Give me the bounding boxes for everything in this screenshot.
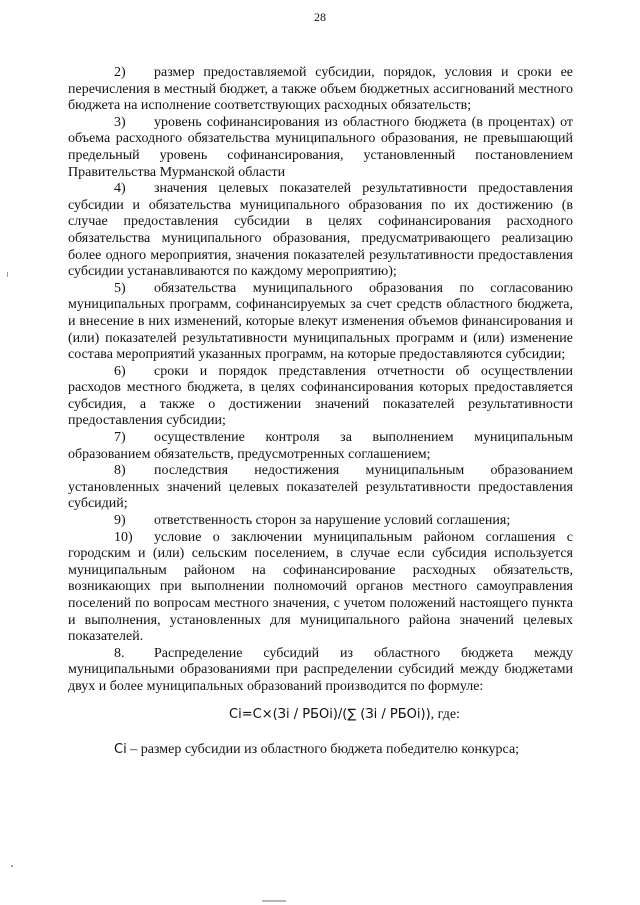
page-number: 28 <box>314 10 326 24</box>
item-text: размер предоставляемой субсидии, порядок, условия и сроки ее перечисления в местный бюджет, а также объем бюджетных ассигнований местного бюджета на исполнение соответствующих расходных обязательств; <box>68 65 573 114</box>
item-number: 5) <box>114 280 126 296</box>
paragraph-item-9 <box>68 513 573 530</box>
scan-speck <box>262 900 286 902</box>
paragraph-item-2 <box>68 65 573 115</box>
item-text: уровень софинансирования из областного бюджета (в процентах) от объема расходного обязательства муниципального образования, не превышающий предельный уровень софинансирования, установленный постановлением Правительства Мурманской области <box>68 114 573 180</box>
item-number: 4) <box>114 181 126 197</box>
item-number: 6) <box>114 363 126 379</box>
definition-text: – размер субсидии из областного бюджета победителю конкурса; <box>126 741 520 757</box>
paragraph-section-8 <box>68 646 573 696</box>
item-text: ответственность сторон за нарушение условий соглашения; <box>154 513 511 529</box>
item-number: 3) <box>114 114 126 130</box>
formula-suffix: , где: <box>430 706 460 722</box>
scan-speck <box>11 865 13 867</box>
item-number: 9) <box>114 513 126 529</box>
item-text: значения целевых показателей результативности предоставления субсидии и обязательства муниципального образования по их достижению (в случае предоставления субсидии в целях софинансирования расходного обязательства муниципального образования, предусматривающего реализацию более одного мероприятия, значения показателей результативности предоставления субсидии устанавливаются по каждому мероприятию); <box>68 181 573 280</box>
paragraph-item-3 <box>68 115 573 181</box>
item-number: 10) <box>114 529 133 545</box>
item-text: осуществление контроля за выполнением муниципальным образованием обязательств, предусмотренных соглашением; <box>68 430 573 462</box>
item-text: условие о заключении муниципальным районом соглашения с городским и (или) сельским поселением, в случае если субсидия используется муниципальным районом на софинансирование расходных обязательств, возникающих при выполнении полномочий органов местного самоуправления поселений по вопросам местного значения, с учетом положений настоящего пункта и выполнения, установленных для муниципального района значений целевых показателей. <box>68 529 573 645</box>
item-text: последствия недостижения муниципальным образованием установленных значений целевых показателей результативности предоставления субсидий; <box>68 463 573 512</box>
item-text: Распределение субсидий из областного бюджета между муниципальными образованиями при распределении субсидий между бюджетами двух и более муниципальных образований производится по формуле: <box>68 645 573 694</box>
paragraph-item-5 <box>68 281 573 364</box>
definition-symbol: Ci <box>114 741 127 757</box>
formula-expression: Ci=C×(Зi / РБОi)/(∑ (Зi / РБОi)) <box>229 706 431 722</box>
item-text: обязательства муниципального образования по согласованию муниципальных программ, софинансируемых за счет средств областного бюджета, и внесение в них изменений, которые влекут изменения объемов финансирования и (или) показателей результативности муниципальных программ и (или) изменение состава мероприятий указанных программ, на которые предоставляются субсидии; <box>68 280 573 363</box>
item-number: 7) <box>114 430 126 446</box>
paragraph-item-8 <box>68 463 573 513</box>
item-number: 2) <box>114 65 126 80</box>
item-number: 8. <box>114 645 125 661</box>
formula-definition <box>68 742 573 759</box>
paragraph-item-7 <box>68 430 573 463</box>
paragraph-item-4 <box>68 181 573 281</box>
scan-speck <box>7 272 8 277</box>
distribution-formula <box>68 706 573 724</box>
paragraph-item-10 <box>68 530 573 646</box>
paragraph-item-6 <box>68 364 573 430</box>
item-number: 8) <box>114 463 126 479</box>
document-body <box>68 65 573 758</box>
item-text: сроки и порядок представления отчетности об осуществлении расходов местного бюджета, в целях софинансирования которых предоставляется субсидия, а также о достижении значений показателей результативности предоставления субсидии; <box>68 363 573 429</box>
